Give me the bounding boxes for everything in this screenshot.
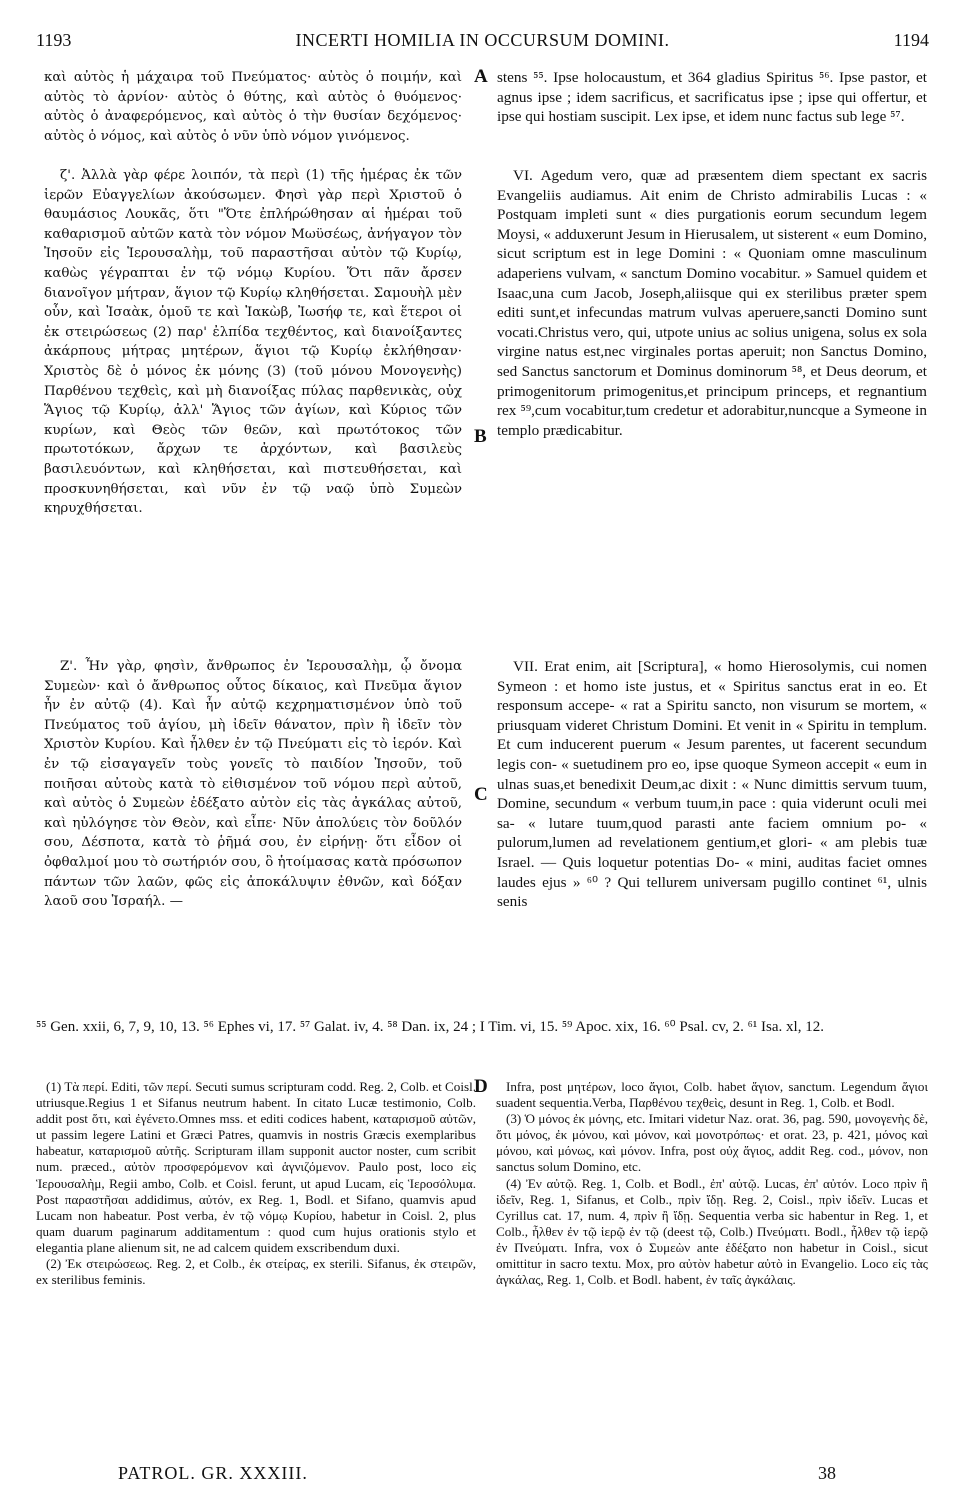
section-marker-b: B bbox=[474, 426, 487, 447]
latin-paragraph-1 bbox=[497, 68, 927, 127]
section-marker-c: C bbox=[474, 784, 488, 805]
page-number-right: 1194 bbox=[893, 30, 929, 50]
running-title: INCERTI HOMILIA IN OCCURSUM DOMINI. bbox=[295, 30, 670, 50]
running-header bbox=[36, 30, 929, 54]
footnotes-left-column bbox=[36, 1079, 476, 1288]
latin-text: VII. Erat enim, ait [Scriptura], « homo Hierosolymis, cui nomen Symeon : et homo iste justus, et « Spiritus sanctus erat in eo. Et responsum accepe- « rat a Spiritu sancto, non visurum se mortem, « priusquam videret Christum Domini. Et venit in « Spiritu in templum. Et cum inducerent puerum « Jesum parentes, ut facerent secundum legis con- « suetudinem pro eo, ipse quoque Symeon accepit « eum in ulnas suas,et benedixit Deum,ac dixit : « Nunc dimittis servum tuum, Domine, secundum « verbum tuum,in pace : quia viderunt oculi mei sa- « lutare tuum,quod parasti ante faciem omnium po- « pulorum,lumen ad revelationem gentium,et glori- « am plebis tuæ Israel. — Quis loquetur potentias Do- « mini, auditas faciet omnes laudes ejus » ⁶⁰ ? Qui tellurem universam pugillo continet ⁶¹, ulnis senis bbox=[497, 658, 927, 911]
greek-paragraph-3 bbox=[44, 657, 462, 912]
latin-paragraph-2 bbox=[497, 166, 927, 440]
greek-paragraph-1 bbox=[44, 68, 462, 146]
footer-signature: 38 bbox=[818, 1463, 836, 1483]
scripture-references: ⁵⁵ Gen. xxii, 6, 7, 9, 10, 13. ⁵⁶ Ephes vi, 17. ⁵⁷ Galat. iv, 4. ⁵⁸ Dan. ix, 24 ; I Tim. vi, 15. ⁵⁹ Apoc. xix, 16. ⁶⁰ Psal. cv, 2. ⁶¹ Isa. xl, 12. bbox=[36, 1019, 824, 1035]
footer-volume: PATROL. GR. XXXIII. bbox=[118, 1463, 308, 1483]
latin-text: VI. Agedum vero, quæ ad præsentem diem spectant ex sacris Evangeliis audiamus. Ait enim de Christo admirabilis Lucas : « Postquam impleti sunt « dies purgationis eorum secundum legem Moysi, « adduxerunt Jesum in Hierusalem, ut sisterent « eum Domino, sicut scriptum est in lege Domini : « Quoniam omne masculinum adaperiens vulvam, « sanctum Domino vocabitur. » Samuel quidem et Isaac,una cum Jacob, Joseph,aliisque qui ex sterilibus præter spem editi sunt,et infecundas matrum vulvas aperuere,sancti Domino sunt vocati.Christus vero, qui, utpote unius ac solius unigena, solus ex sola virgine natus est,nec virginales portas aperuit; non Sanctus Domino, sed Sanctus sanctorum et Dominus dominorum ⁵⁸, et Deus deorum, et primogenitorum primogenitus,et principum princeps, et regnantium rex ⁵⁹,cum vocabitur,tum credetur et adorabitur,nuncque a Symeone in templo prædicabitur. bbox=[497, 167, 927, 439]
greek-paragraph-2 bbox=[44, 166, 462, 519]
latin-paragraph-3 bbox=[497, 657, 927, 912]
footnote: (4) Ἐν αὐτῷ. Reg. 1, Colb. et Bodl., ἐπ' αὐτῷ. Lucas, ἐπ' αὐτόν. Loco πρὶν ἢ ἰδεῖν, Reg. 1, Sifanus, et Colb., πρὶν ἴδῃ. Reg. 2, Coisl., πρὶν ἰδεῖν. Lucas et Cyrillus cat. 17, num. 4, πρὶν ἢ ἴδῃ. Sequentia verba sic habentur in Reg. 1, et Colb., ἦλθεν ἐν τῷ ἱερῷ ἐν τῷ (deest τῷ, Colb.) Πνεύματι. Bodl., ἦλθεν τῷ ἱερῷ ἐν Πνεύματι. Infra, vox ὁ Συμεὼν ante ἐδέξατο non habetur in Coisl., sicut omittitur in sacro textu. Mox, pro αὐτὸν habetur αὐτὸ in Evangelio. Loco εἰς τὰς ἀγκάλας, Reg. 1, Colb. et Bodl. habent, ἐν ταῖς ἀγκάλαις. bbox=[496, 1175, 928, 1288]
greek-text: ζ'. Ἀλλὰ γὰρ φέρε λοιπόν, τὰ περὶ (1) τῆς ἡμέρας ἐκ τῶν ἱερῶν Εὐαγγελίων ἀκούσωμεν. Φησὶ γὰρ περὶ Χριστοῦ ὁ θαυμάσιος Λουκᾶς, ὅτι "Ὅτε ἐπλήρώθησαν αἱ ἡμέραι τοῦ καθαρισμοῦ αὐτῶν κατὰ τὸν νόμον Μωϋσέως, ἀνήγαγον τὸν Ἰησοῦν εἰς Ἱερουσαλὴμ, τοῦ παραστῆσαι αὐτὸν τῷ Κυρίῳ, καθὼς γέγραπται ἐν τῷ νόμῳ Κυρίου. Ὅτι πᾶν ἄρσεν διανοῖγον μήτραν, ἅγιον τῷ Κυρίῳ κληθήσεται. Σαμουὴλ μὲν οὖν, καὶ Ἰσαὰκ, ὁμοῦ τε καὶ Ἰακὼβ, Ἰωσήφ τε, καὶ ἕτεροι οἱ ἐκ στειρώσεως (2) παρ' ἐλπίδα τεχθέντος, καὶ διανοίξαντες ἀκάρπους μήτρας μητέρων, ἅγιοι τῷ Κυρίῳ ἐκλήθησαν· Χριστὸς δὲ ὁ μόνος ἐκ μόνης (3) (τοῦ μόνου Μονογενὴς) Παρθένου τεχθεὶς, καὶ μὴ διανοίξας πύλας παρθενικὰς, οὐχ Ἅγιος τῷ Κυρίῳ, ἀλλ' Ἅγιος τῶν ἁγίων, καὶ Κύριος τῶν κυρίων, καὶ Θεὸς τῶν θεῶν, καὶ πρωτότοκος τῶν πρωτοτόκων, ἄρχων τε ἀρχόντων, καὶ βασιλεὺς βασιλευόντων, καὶ κληθήσεται, καὶ πιστευθήσεται, καὶ προσκυνηθήσεται, καὶ νῦν ἐν τῷ ναῷ ὑπὸ Συμεὼν κηρυχθήσεται. bbox=[44, 168, 462, 517]
greek-text: καὶ αὐτὸς ἡ μάχαιρα τοῦ Πνεύματος· αὐτὸς ὁ ποιμήν, καὶ αὐτὸς τὸ ἀρνίον· αὐτὸς ὁ θύτης, καὶ αὐτὸς ὁ θυόμενος· αὐτὸς ὁ ἀναφερόμενος, καὶ αὐτὸς ὁ τὴν θυσίαν δεχόμενος· αὐτὸς ὁ νόμος, καὶ αὐτὸς ὁ νῦν ὑπὸ νόμον γινόμενος. bbox=[44, 70, 462, 144]
footnote: (2) Ἐκ στειρώσεως. Reg. 2, et Colb., ἐκ στείρας, ex sterili. Sifanus, ἐκ στειρῶν, ex sterilibus feminis. bbox=[36, 1256, 476, 1288]
footnote: (3) Ὁ μόνος ἐκ μόνης, etc. Imitari videtur Naz. orat. 36, pag. 590, μονογενὴς δὲ, ὅτι μόνος, ἐκ μόνου, καὶ μόνον, καὶ μονοτρόπως· et orat. 23, p. 421, μόνος καὶ μόνου, καὶ μόνως, καὶ μόνον. Infra, post οὐχ ἅγιος, addit Reg. cod., μόνον, non sanctus solum Domino, etc. bbox=[496, 1111, 928, 1175]
page-number-left: 1193 bbox=[36, 30, 72, 50]
footnote: Infra, post μητέρων, loco ἅγιοι, Colb. habet ἅγιον, sanctum. Legendum ἅγιοι suadent sequentia.Verba, Παρθένου τεχθεὶς, desunt in Reg. 1, Colb. et Bodl. bbox=[496, 1079, 928, 1111]
latin-text: stens ⁵⁵. Ipse holocaustum, et 364 gladius Spiritus ⁵⁶. Ipse pastor, et agnus ipse ; idem sacrificus, et sacrificatus ipse ; ipse qui offertur, et ipse qui hostiam suscipit. Lex ipse, et idem nunc factus sub lege ⁵⁷. bbox=[497, 69, 927, 126]
section-marker-a: A bbox=[474, 66, 488, 87]
footnote: (1) Τὰ περί. Editi, τῶν περί. Secuti sumus scripturam codd. Reg. 2, Colb. et Coisl. utriusque.Regius 1 et Sifanus neutrum habent. In citato Lucæ testimonio, Colb. addit post ὅτι, καὶ ἐγένετο.Omnes mss. et editi codices habent, καταρισμοῦ αὐτῶν, ut passim legere Latini et Græci Patres, quamvis in nostris Græcis exemplaribus habeatur, καταρισμοῦ αὐτῆς. Scripturam illam supponit auctor noster, cum scribit num. præced., αὐτὸν προσφερόμενον καὶ ἁγνιζόμενον. Paulo post, loco εἰς Ἱερουσαλὴμ, Regii ambo, Colb. et Coisl. ferunt, ut apud Lucam, εἰς Ἱεροσόλυμα. Post παραστῆσαι addidimus, αὐτόν, ex Reg. 1, Bodl. et Sifano, quamvis apud Lucam non habeatur. Post verba, ἐν τῷ νόμῳ Κυρίου, habetur in Coisl. 2, plus quam duarum paginarum additamentum : quod cum hujus orationis stylo et elegantia plane alienum sit, ne ad calcem quidem exscribendum duxi. bbox=[36, 1079, 476, 1255]
greek-text: Ζ'. Ἦν γὰρ, φησὶν, ἄνθρωπος ἐν Ἱερουσαλὴμ, ᾧ ὄνομα Συμεὼν· καὶ ὁ ἄνθρωπος οὗτος δίκαιος, καὶ Πνεῦμα ἅγιον ἦν ἐν αὐτῷ (4). Καὶ ἦν αὐτῷ κεχρηματισμένον ὑπὸ τοῦ Πνεύματος τοῦ ἁγίου, μὴ ἰδεῖν θάνατον, πρὶν ἢ ἰδεῖν τὸν Χριστὸν Κυρίου. Καὶ ἦλθεν ἐν τῷ Πνεύματι εἰς τὸ ἱερόν. Καὶ ἐν τῷ εἰσαγαγεῖν τοὺς γονεῖς τὸ παιδίον Ἰησοῦν, τοῦ ποιῆσαι αὐτοὺς κατὰ τὸ εἰθισμένον τοῦ νόμου περὶ αὐτοῦ, καὶ αὐτὸς ὁ Συμεὼν ἐδέξατο αὐτὸν εἰς τὰς ἀγκάλας αὐτοῦ, καὶ ηὐλόγησε τὸν Θεὸν, καὶ εἶπε· Νῦν ἀπολύεις τὸν δοῦλόν σου, Δέσποτα, κατὰ τὸ ῥῆμά σου, ἐν εἰρήνῃ· ὅτι εἶδον οἱ ὀφθαλμοί μου τὸ σωτήριόν σου, ὃ ἡτοίμασας κατὰ πρόσωπον πάντων τῶν λαῶν, φῶς εἰς ἀποκάλυψιν ἐθνῶν, καὶ δόξαν λαοῦ σου Ἰσραήλ. — bbox=[44, 659, 462, 910]
footnotes-right-column bbox=[496, 1079, 928, 1288]
section-marker-d: D bbox=[474, 1076, 488, 1097]
